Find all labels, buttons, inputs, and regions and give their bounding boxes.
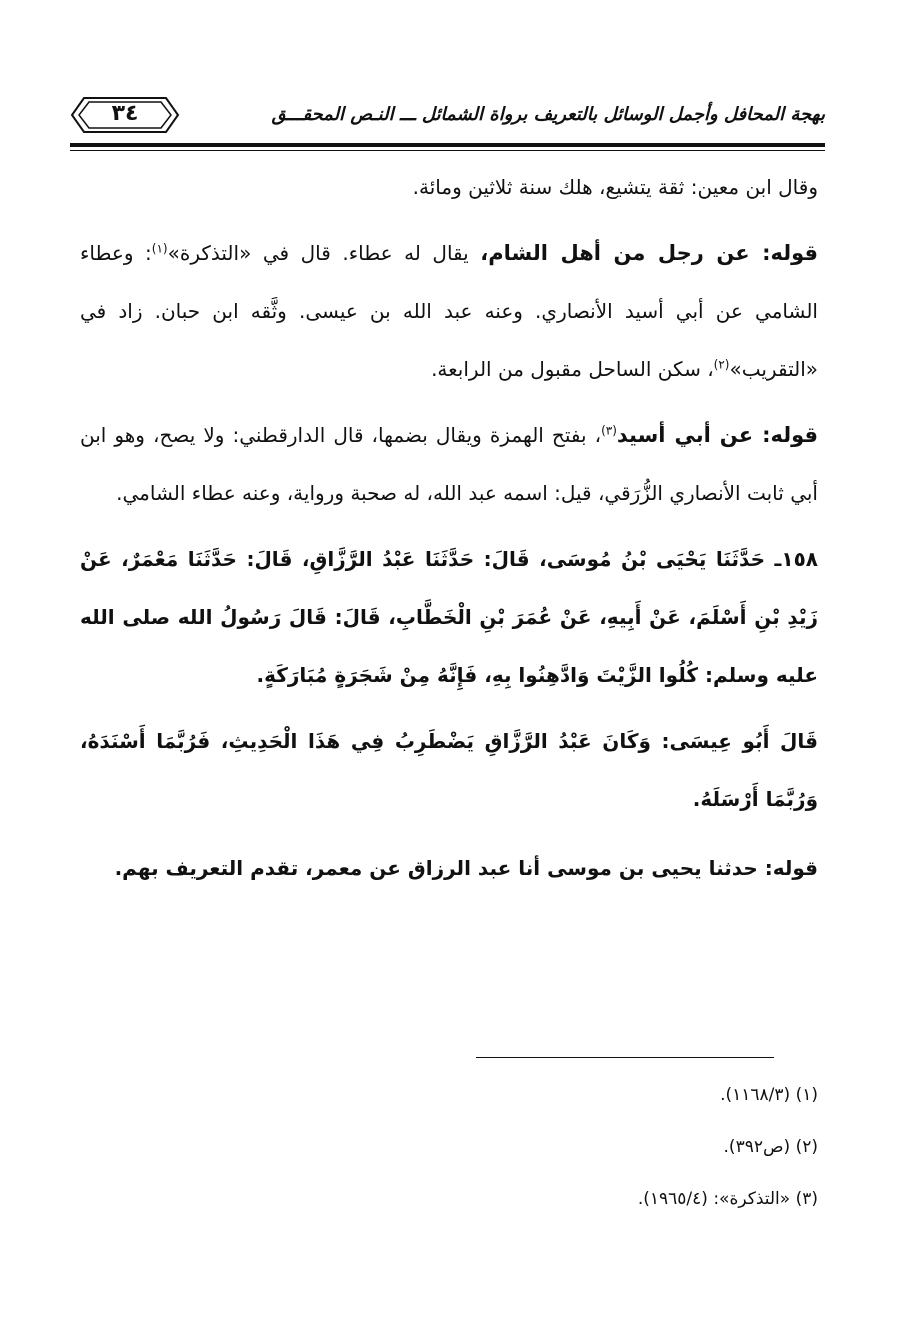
body-text (80, 158, 818, 908)
header-rule (70, 143, 825, 147)
header-title: بهجة المحافل وأجمل الوسائل بالتعريف برواة الشمائل ـــ النـص المحقـــق (271, 104, 825, 125)
paragraph-2 (80, 224, 818, 398)
paragraph-6: قوله: حدثنا يحيى بن موسى أنا عبد الرزاق عن معمر، تقدم التعريف بهم. (114, 856, 818, 880)
footnote-ref-3[interactable]: (٣) (601, 423, 617, 438)
footnote-2: (٢) (ص٣٩٢). (723, 1137, 818, 1157)
paragraph-1: وقال ابن معين: ثقة يتشيع، هلك سنة ثلاثين ومائة. (412, 175, 818, 199)
page-number: ٣٤ (111, 101, 139, 126)
paragraph-2-text-1: يقال له عطاء. قال في «التذكرة» (167, 241, 481, 265)
footnote-3: (٣) «التذكرة»: (١٩٦٥/٤). (637, 1189, 818, 1209)
running-header (70, 96, 825, 144)
header-rule-thin (70, 150, 825, 151)
hadith-158 (80, 530, 818, 704)
paragraph-3 (80, 406, 818, 522)
paragraph-abu-isa: قَالَ أَبُو عِيسَى: وَكَانَ عَبْدُ الرَّزَّاقِ يَضْطَرِبُ فِي هَذَا الْحَدِيثِ، فَرُبَّمَا أَسْنَدَهُ، وَرُبَّمَا أَرْسَلَهُ. (80, 729, 818, 811)
footnote-ref-1[interactable]: (١) (151, 241, 168, 256)
paragraph-2-lead: قوله: عن رجل من أهل الشام، (480, 241, 819, 265)
paragraph-3-text: ، بفتح الهمزة ويقال بضمها، قال الدارقطني: ولا يصح، وهو ابن أبي ثابت الأنصاري الزُّرَقي، قيل: اسمه عبد الله، له صحبة ورواية، وعنه عطاء الشامي. (80, 423, 818, 505)
paragraph-2-text-2: : وعطاء الشامي عن أبي أسيد الأنصاري. وعنه عبد الله بن عيسى. وثَّقه ابن حبان. زاد في «التقريب» (80, 241, 818, 381)
paragraph-3-lead: قوله: عن أبي أسيد (616, 423, 819, 447)
page-number-badge (70, 96, 180, 134)
footnote-1: (١) (١١٦٨/٣). (720, 1085, 818, 1105)
hadith-158-isnad: ١٥٨ـ حَدَّثَنَا يَحْيَى بْنُ مُوسَى، قَالَ: حَدَّثَنَا عَبْدُ الرَّزَّاقِ، قَالَ: حَدَّثَنَا مَعْمَرٌ، عَنْ زَيْدِ بْنِ أَسْلَمَ، عَنْ أَبِيهِ، عَنْ عُمَرَ بْنِ الْخَطَّابِ، قَالَ: قَالَ رَسُولُ (80, 547, 818, 629)
hadith-158-matn: الله صلى الله عليه وسلم: كُلُوا الزَّيْتَ وَادَّهِنُوا بِهِ، فَإِنَّهُ مِنْ شَجَرَةٍ مُبَارَكَةٍ. (80, 605, 818, 687)
footnote-separator (476, 1057, 774, 1058)
footnotes (400, 1075, 818, 1231)
footnote-ref-2[interactable]: (٢) (713, 357, 730, 372)
paragraph-2-text-3: ، سكن الساحل مقبول من الرابعة. (431, 357, 714, 381)
